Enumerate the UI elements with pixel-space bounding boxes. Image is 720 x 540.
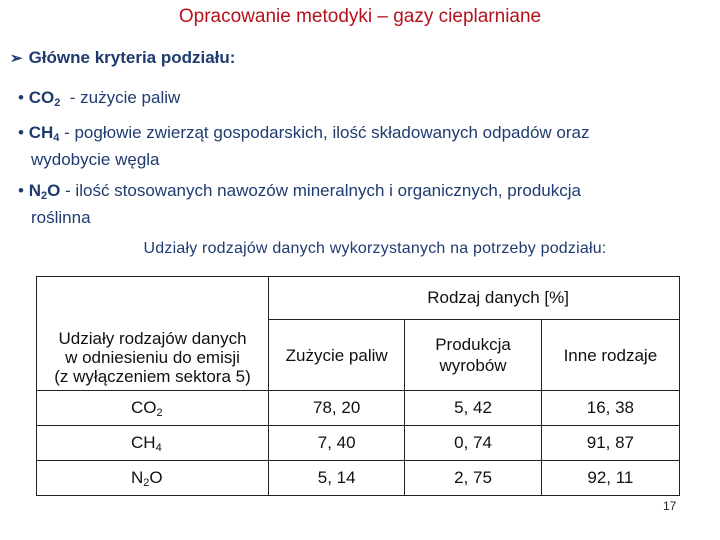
slide-title: Opracowanie metodyki – gazy cieplarniane	[178, 6, 542, 27]
group-header: Rodzaj danych [%]	[269, 277, 680, 320]
page-number: 17	[663, 499, 677, 513]
bullet-n2o	[18, 180, 581, 229]
cell-value: 92, 11	[541, 461, 679, 496]
cell-value: 0, 74	[405, 426, 541, 461]
table-row	[37, 426, 680, 461]
cell-value: 5, 14	[269, 461, 405, 496]
cell-value: 7, 40	[269, 426, 405, 461]
cell-value: 5, 42	[405, 391, 541, 426]
row-label: $CH_4$	[37, 426, 269, 461]
cell-value: 2, 75	[405, 461, 541, 496]
row-label: $N_2O$	[37, 461, 269, 496]
table-caption: Udziały rodzajów danych wykorzystanych na potrzeby podziału:	[143, 240, 607, 257]
cell-value: 78, 20	[269, 391, 405, 426]
corner-header: Udziały rodzajów danych w odniesieniu do emisji (z wyłączeniem sektora 5)	[37, 277, 269, 391]
bullet-dot-icon: •	[18, 88, 29, 107]
bullet-dot-icon: •	[18, 181, 29, 200]
column-header-other: Inne rodzaje	[541, 320, 679, 391]
column-header-fuel: Zużycie paliw	[269, 320, 405, 391]
data-share-table	[36, 276, 680, 496]
bullet-text-continued: wydobycie węgla	[31, 150, 160, 169]
row-label: $CO_2$	[37, 391, 269, 426]
gas-co2: $CO_2$	[28, 88, 61, 109]
bullet-text: - zużycie paliw	[60, 88, 181, 107]
bullet-text: - ilość stosowanych nawozów mineralnych i organicznych, produkcja	[60, 181, 581, 200]
cell-value: 16, 38	[541, 391, 679, 426]
gas-ch4: $CH_4$	[28, 123, 60, 144]
cell-value: 91, 87	[541, 426, 679, 461]
criteria-heading-text: Główne kryteria podziału:	[28, 48, 236, 67]
bullet-text: - pogłowie zwierząt gospodarskich, ilość składowanych odpadów oraz	[59, 123, 590, 142]
arrow-bullet-icon: ➢	[10, 50, 23, 67]
criteria-heading	[10, 48, 235, 68]
bullet-text-continued: roślinna	[31, 208, 91, 227]
bullet-dot-icon: •	[18, 123, 29, 142]
gas-n2o: $N_2O$	[28, 181, 61, 202]
column-header-production: Produkcja wyrobów	[405, 320, 541, 391]
bullet-co2	[18, 87, 180, 114]
table-row	[37, 391, 680, 426]
bullet-ch4	[18, 122, 589, 171]
table-row	[37, 461, 680, 496]
